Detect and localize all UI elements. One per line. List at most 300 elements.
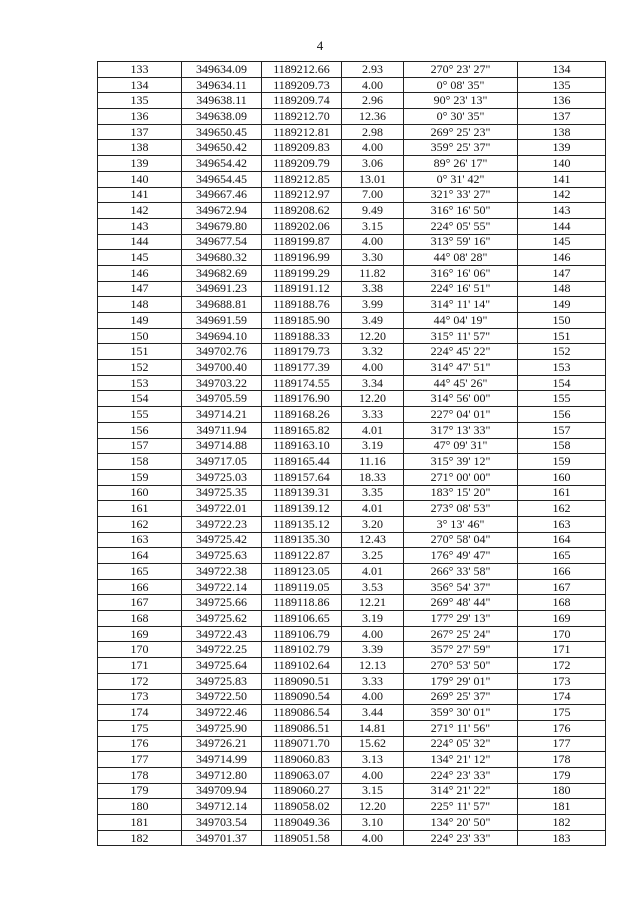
y-coordinate-cell: 1189051.58 xyxy=(262,830,342,846)
y-coordinate-cell: 1189212.85 xyxy=(262,171,342,187)
table-row xyxy=(98,736,606,752)
y-coordinate-cell: 1189090.54 xyxy=(262,689,342,705)
bearing-cell: 270° 58' 04" xyxy=(404,532,518,548)
y-coordinate-cell: 1189049.36 xyxy=(262,815,342,831)
distance-cell: 3.30 xyxy=(342,250,404,266)
next-point-cell: 161 xyxy=(518,485,606,501)
table-row xyxy=(98,673,606,689)
bearing-cell: 177° 29' 13" xyxy=(404,611,518,627)
y-coordinate-cell: 1189185.90 xyxy=(262,313,342,329)
next-point-cell: 150 xyxy=(518,313,606,329)
point-number-cell: 162 xyxy=(98,516,182,532)
table-row xyxy=(98,595,606,611)
x-coordinate-cell: 349650.42 xyxy=(182,140,262,156)
x-coordinate-cell: 349725.42 xyxy=(182,532,262,548)
table-row xyxy=(98,109,606,125)
next-point-cell: 158 xyxy=(518,438,606,454)
distance-cell: 3.32 xyxy=(342,344,404,360)
point-number-cell: 135 xyxy=(98,93,182,109)
bearing-cell: 224° 23' 33" xyxy=(404,767,518,783)
bearing-cell: 224° 23' 33" xyxy=(404,830,518,846)
y-coordinate-cell: 1189174.55 xyxy=(262,375,342,391)
x-coordinate-cell: 349688.81 xyxy=(182,297,262,313)
y-coordinate-cell: 1189086.54 xyxy=(262,705,342,721)
x-coordinate-cell: 349711.94 xyxy=(182,422,262,438)
next-point-cell: 162 xyxy=(518,501,606,517)
x-coordinate-cell: 349722.01 xyxy=(182,501,262,517)
y-coordinate-cell: 1189165.82 xyxy=(262,422,342,438)
bearing-cell: 359° 30' 01" xyxy=(404,705,518,721)
point-number-cell: 178 xyxy=(98,767,182,783)
bearing-cell: 0° 30' 35" xyxy=(404,109,518,125)
bearing-cell: 269° 25' 37" xyxy=(404,689,518,705)
point-number-cell: 153 xyxy=(98,375,182,391)
table-row xyxy=(98,501,606,517)
point-number-cell: 144 xyxy=(98,234,182,250)
point-number-cell: 172 xyxy=(98,673,182,689)
distance-cell: 4.00 xyxy=(342,77,404,93)
y-coordinate-cell: 1189212.81 xyxy=(262,124,342,140)
table-row xyxy=(98,611,606,627)
bearing-cell: 314° 47' 51" xyxy=(404,360,518,376)
bearing-cell: 314° 56' 00" xyxy=(404,391,518,407)
distance-cell: 3.06 xyxy=(342,156,404,172)
table-row xyxy=(98,799,606,815)
table-row xyxy=(98,407,606,423)
point-number-cell: 138 xyxy=(98,140,182,156)
next-point-cell: 151 xyxy=(518,328,606,344)
distance-cell: 3.19 xyxy=(342,611,404,627)
table-row xyxy=(98,485,606,501)
table-row xyxy=(98,689,606,705)
table-row xyxy=(98,658,606,674)
distance-cell: 3.33 xyxy=(342,407,404,423)
x-coordinate-cell: 349725.62 xyxy=(182,611,262,627)
point-number-cell: 150 xyxy=(98,328,182,344)
y-coordinate-cell: 1189202.06 xyxy=(262,218,342,234)
table-row xyxy=(98,62,606,78)
next-point-cell: 149 xyxy=(518,297,606,313)
table-row xyxy=(98,548,606,564)
distance-cell: 3.38 xyxy=(342,281,404,297)
next-point-cell: 139 xyxy=(518,140,606,156)
x-coordinate-cell: 349634.11 xyxy=(182,77,262,93)
x-coordinate-cell: 349725.66 xyxy=(182,595,262,611)
y-coordinate-cell: 1189212.70 xyxy=(262,109,342,125)
table-row xyxy=(98,516,606,532)
next-point-cell: 142 xyxy=(518,187,606,203)
next-point-cell: 168 xyxy=(518,595,606,611)
x-coordinate-cell: 349634.09 xyxy=(182,62,262,78)
table-row xyxy=(98,313,606,329)
distance-cell: 3.44 xyxy=(342,705,404,721)
next-point-cell: 135 xyxy=(518,77,606,93)
x-coordinate-cell: 349709.94 xyxy=(182,783,262,799)
point-number-cell: 169 xyxy=(98,626,182,642)
point-number-cell: 142 xyxy=(98,203,182,219)
table-row xyxy=(98,218,606,234)
next-point-cell: 156 xyxy=(518,407,606,423)
distance-cell: 11.16 xyxy=(342,454,404,470)
next-point-cell: 157 xyxy=(518,422,606,438)
next-point-cell: 163 xyxy=(518,516,606,532)
next-point-cell: 160 xyxy=(518,469,606,485)
next-point-cell: 174 xyxy=(518,689,606,705)
distance-cell: 3.35 xyxy=(342,485,404,501)
bearing-cell: 270° 53' 50" xyxy=(404,658,518,674)
distance-cell: 4.00 xyxy=(342,830,404,846)
distance-cell: 4.00 xyxy=(342,140,404,156)
bearing-cell: 0° 08' 35" xyxy=(404,77,518,93)
x-coordinate-cell: 349714.21 xyxy=(182,407,262,423)
distance-cell: 4.00 xyxy=(342,234,404,250)
bearing-cell: 271° 00' 00" xyxy=(404,469,518,485)
next-point-cell: 137 xyxy=(518,109,606,125)
distance-cell: 4.00 xyxy=(342,626,404,642)
bearing-cell: 224° 16' 51" xyxy=(404,281,518,297)
distance-cell: 3.15 xyxy=(342,218,404,234)
distance-cell: 12.20 xyxy=(342,391,404,407)
bearing-cell: 313° 59' 16" xyxy=(404,234,518,250)
y-coordinate-cell: 1189196.99 xyxy=(262,250,342,266)
point-number-cell: 134 xyxy=(98,77,182,93)
next-point-cell: 179 xyxy=(518,767,606,783)
next-point-cell: 175 xyxy=(518,705,606,721)
next-point-cell: 147 xyxy=(518,265,606,281)
bearing-cell: 227° 04' 01" xyxy=(404,407,518,423)
distance-cell: 3.10 xyxy=(342,815,404,831)
bearing-cell: 357° 27' 59" xyxy=(404,642,518,658)
point-number-cell: 171 xyxy=(98,658,182,674)
point-number-cell: 136 xyxy=(98,109,182,125)
x-coordinate-cell: 349638.11 xyxy=(182,93,262,109)
next-point-cell: 172 xyxy=(518,658,606,674)
point-number-cell: 133 xyxy=(98,62,182,78)
y-coordinate-cell: 1189165.44 xyxy=(262,454,342,470)
distance-cell: 3.99 xyxy=(342,297,404,313)
x-coordinate-cell: 349722.25 xyxy=(182,642,262,658)
table-row xyxy=(98,77,606,93)
next-point-cell: 148 xyxy=(518,281,606,297)
next-point-cell: 140 xyxy=(518,156,606,172)
x-coordinate-cell: 349682.69 xyxy=(182,265,262,281)
distance-cell: 11.82 xyxy=(342,265,404,281)
y-coordinate-cell: 1189119.05 xyxy=(262,579,342,595)
next-point-cell: 166 xyxy=(518,564,606,580)
next-point-cell: 178 xyxy=(518,752,606,768)
y-coordinate-cell: 1189086.51 xyxy=(262,720,342,736)
next-point-cell: 145 xyxy=(518,234,606,250)
bearing-cell: 271° 11' 56" xyxy=(404,720,518,736)
x-coordinate-cell: 349722.50 xyxy=(182,689,262,705)
y-coordinate-cell: 1189139.12 xyxy=(262,501,342,517)
table-row xyxy=(98,171,606,187)
table-row xyxy=(98,297,606,313)
distance-cell: 3.25 xyxy=(342,548,404,564)
bearing-cell: 44° 08' 28" xyxy=(404,250,518,266)
point-number-cell: 154 xyxy=(98,391,182,407)
distance-cell: 2.93 xyxy=(342,62,404,78)
bearing-cell: 270° 23' 27" xyxy=(404,62,518,78)
x-coordinate-cell: 349722.14 xyxy=(182,579,262,595)
next-point-cell: 144 xyxy=(518,218,606,234)
table-row xyxy=(98,438,606,454)
distance-cell: 3.34 xyxy=(342,375,404,391)
point-number-cell: 148 xyxy=(98,297,182,313)
distance-cell: 3.13 xyxy=(342,752,404,768)
x-coordinate-cell: 349694.10 xyxy=(182,328,262,344)
table-row xyxy=(98,250,606,266)
table-row xyxy=(98,642,606,658)
bearing-cell: 266° 33' 58" xyxy=(404,564,518,580)
next-point-cell: 136 xyxy=(518,93,606,109)
table-row xyxy=(98,93,606,109)
bearing-cell: 267° 25' 24" xyxy=(404,626,518,642)
y-coordinate-cell: 1189063.07 xyxy=(262,767,342,783)
point-number-cell: 159 xyxy=(98,469,182,485)
point-number-cell: 145 xyxy=(98,250,182,266)
distance-cell: 14.81 xyxy=(342,720,404,736)
y-coordinate-cell: 1189191.12 xyxy=(262,281,342,297)
distance-cell: 4.01 xyxy=(342,422,404,438)
y-coordinate-cell: 1189209.74 xyxy=(262,93,342,109)
table-row xyxy=(98,454,606,470)
point-number-cell: 179 xyxy=(98,783,182,799)
x-coordinate-cell: 349672.94 xyxy=(182,203,262,219)
y-coordinate-cell: 1189139.31 xyxy=(262,485,342,501)
distance-cell: 3.33 xyxy=(342,673,404,689)
y-coordinate-cell: 1189209.79 xyxy=(262,156,342,172)
distance-cell: 2.96 xyxy=(342,93,404,109)
distance-cell: 12.13 xyxy=(342,658,404,674)
table-row xyxy=(98,328,606,344)
distance-cell: 12.21 xyxy=(342,595,404,611)
point-number-cell: 147 xyxy=(98,281,182,297)
x-coordinate-cell: 349714.88 xyxy=(182,438,262,454)
table-row xyxy=(98,579,606,595)
next-point-cell: 138 xyxy=(518,124,606,140)
y-coordinate-cell: 1189122.87 xyxy=(262,548,342,564)
x-coordinate-cell: 349703.54 xyxy=(182,815,262,831)
table-row xyxy=(98,720,606,736)
next-point-cell: 176 xyxy=(518,720,606,736)
bearing-cell: 316° 16' 06" xyxy=(404,265,518,281)
x-coordinate-cell: 349705.59 xyxy=(182,391,262,407)
bearing-cell: 314° 21' 22" xyxy=(404,783,518,799)
point-number-cell: 137 xyxy=(98,124,182,140)
bearing-cell: 359° 25' 37" xyxy=(404,140,518,156)
distance-cell: 13.01 xyxy=(342,171,404,187)
point-number-cell: 140 xyxy=(98,171,182,187)
y-coordinate-cell: 1189157.64 xyxy=(262,469,342,485)
distance-cell: 12.20 xyxy=(342,328,404,344)
table-row xyxy=(98,375,606,391)
point-number-cell: 167 xyxy=(98,595,182,611)
distance-cell: 12.36 xyxy=(342,109,404,125)
next-point-cell: 171 xyxy=(518,642,606,658)
next-point-cell: 159 xyxy=(518,454,606,470)
bearing-cell: 317° 13' 33" xyxy=(404,422,518,438)
y-coordinate-cell: 1189102.79 xyxy=(262,642,342,658)
bearing-cell: 89° 26' 17" xyxy=(404,156,518,172)
x-coordinate-cell: 349654.45 xyxy=(182,171,262,187)
bearing-cell: 183° 15' 20" xyxy=(404,485,518,501)
point-number-cell: 182 xyxy=(98,830,182,846)
x-coordinate-cell: 349725.90 xyxy=(182,720,262,736)
bearing-cell: 44° 04' 19" xyxy=(404,313,518,329)
next-point-cell: 154 xyxy=(518,375,606,391)
point-number-cell: 156 xyxy=(98,422,182,438)
next-point-cell: 181 xyxy=(518,799,606,815)
point-number-cell: 174 xyxy=(98,705,182,721)
bearing-cell: 225° 11' 57" xyxy=(404,799,518,815)
point-number-cell: 146 xyxy=(98,265,182,281)
bearing-cell: 44° 45' 26" xyxy=(404,375,518,391)
point-number-cell: 165 xyxy=(98,564,182,580)
distance-cell: 3.49 xyxy=(342,313,404,329)
x-coordinate-cell: 349725.03 xyxy=(182,469,262,485)
distance-cell: 4.01 xyxy=(342,501,404,517)
y-coordinate-cell: 1189209.73 xyxy=(262,77,342,93)
table-row xyxy=(98,124,606,140)
coordinates-table xyxy=(97,61,606,846)
next-point-cell: 152 xyxy=(518,344,606,360)
x-coordinate-cell: 349702.76 xyxy=(182,344,262,360)
bearing-cell: 47° 09' 31" xyxy=(404,438,518,454)
point-number-cell: 164 xyxy=(98,548,182,564)
table-row xyxy=(98,532,606,548)
table-row xyxy=(98,203,606,219)
y-coordinate-cell: 1189188.33 xyxy=(262,328,342,344)
next-point-cell: 134 xyxy=(518,62,606,78)
bearing-cell: 134° 21' 12" xyxy=(404,752,518,768)
bearing-cell: 3° 13' 46" xyxy=(404,516,518,532)
x-coordinate-cell: 349725.35 xyxy=(182,485,262,501)
bearing-cell: 224° 45' 22" xyxy=(404,344,518,360)
y-coordinate-cell: 1189071.70 xyxy=(262,736,342,752)
table-row xyxy=(98,422,606,438)
point-number-cell: 152 xyxy=(98,360,182,376)
table-row xyxy=(98,626,606,642)
table-row xyxy=(98,752,606,768)
distance-cell: 4.01 xyxy=(342,564,404,580)
point-number-cell: 139 xyxy=(98,156,182,172)
x-coordinate-cell: 349714.99 xyxy=(182,752,262,768)
y-coordinate-cell: 1189212.66 xyxy=(262,62,342,78)
y-coordinate-cell: 1189118.86 xyxy=(262,595,342,611)
table-row xyxy=(98,140,606,156)
bearing-cell: 316° 16' 50" xyxy=(404,203,518,219)
y-coordinate-cell: 1189179.73 xyxy=(262,344,342,360)
coordinates-table-body xyxy=(98,62,606,846)
point-number-cell: 180 xyxy=(98,799,182,815)
point-number-cell: 176 xyxy=(98,736,182,752)
point-number-cell: 151 xyxy=(98,344,182,360)
y-coordinate-cell: 1189188.76 xyxy=(262,297,342,313)
next-point-cell: 165 xyxy=(518,548,606,564)
bearing-cell: 273° 08' 53" xyxy=(404,501,518,517)
next-point-cell: 143 xyxy=(518,203,606,219)
distance-cell: 4.00 xyxy=(342,360,404,376)
bearing-cell: 269° 25' 23" xyxy=(404,124,518,140)
next-point-cell: 177 xyxy=(518,736,606,752)
point-number-cell: 160 xyxy=(98,485,182,501)
table-row xyxy=(98,265,606,281)
distance-cell: 12.43 xyxy=(342,532,404,548)
point-number-cell: 175 xyxy=(98,720,182,736)
point-number-cell: 141 xyxy=(98,187,182,203)
y-coordinate-cell: 1189168.26 xyxy=(262,407,342,423)
point-number-cell: 158 xyxy=(98,454,182,470)
point-number-cell: 166 xyxy=(98,579,182,595)
table-row xyxy=(98,783,606,799)
x-coordinate-cell: 349654.42 xyxy=(182,156,262,172)
page-number: 4 xyxy=(316,38,324,53)
distance-cell: 3.15 xyxy=(342,783,404,799)
x-coordinate-cell: 349725.64 xyxy=(182,658,262,674)
distance-cell: 2.98 xyxy=(342,124,404,140)
point-number-cell: 157 xyxy=(98,438,182,454)
y-coordinate-cell: 1189163.10 xyxy=(262,438,342,454)
point-number-cell: 170 xyxy=(98,642,182,658)
y-coordinate-cell: 1189176.90 xyxy=(262,391,342,407)
bearing-cell: 134° 20' 50" xyxy=(404,815,518,831)
distance-cell: 9.49 xyxy=(342,203,404,219)
y-coordinate-cell: 1189208.62 xyxy=(262,203,342,219)
y-coordinate-cell: 1189058.02 xyxy=(262,799,342,815)
x-coordinate-cell: 349680.32 xyxy=(182,250,262,266)
distance-cell: 3.20 xyxy=(342,516,404,532)
distance-cell: 3.19 xyxy=(342,438,404,454)
next-point-cell: 180 xyxy=(518,783,606,799)
x-coordinate-cell: 349712.14 xyxy=(182,799,262,815)
x-coordinate-cell: 349691.23 xyxy=(182,281,262,297)
next-point-cell: 169 xyxy=(518,611,606,627)
distance-cell: 4.00 xyxy=(342,689,404,705)
y-coordinate-cell: 1189123.05 xyxy=(262,564,342,580)
distance-cell: 7.00 xyxy=(342,187,404,203)
distance-cell: 3.39 xyxy=(342,642,404,658)
y-coordinate-cell: 1189060.83 xyxy=(262,752,342,768)
next-point-cell: 155 xyxy=(518,391,606,407)
point-number-cell: 149 xyxy=(98,313,182,329)
table-row xyxy=(98,767,606,783)
x-coordinate-cell: 349725.83 xyxy=(182,673,262,689)
y-coordinate-cell: 1189135.12 xyxy=(262,516,342,532)
bearing-cell: 179° 29' 01" xyxy=(404,673,518,689)
next-point-cell: 173 xyxy=(518,673,606,689)
table-row xyxy=(98,281,606,297)
next-point-cell: 182 xyxy=(518,815,606,831)
table-row xyxy=(98,187,606,203)
x-coordinate-cell: 349703.22 xyxy=(182,375,262,391)
point-number-cell: 181 xyxy=(98,815,182,831)
bearing-cell: 356° 54' 37" xyxy=(404,579,518,595)
distance-cell: 3.53 xyxy=(342,579,404,595)
y-coordinate-cell: 1189177.39 xyxy=(262,360,342,376)
next-point-cell: 146 xyxy=(518,250,606,266)
bearing-cell: 314° 11' 14" xyxy=(404,297,518,313)
bearing-cell: 224° 05' 55" xyxy=(404,218,518,234)
table-row xyxy=(98,830,606,846)
next-point-cell: 164 xyxy=(518,532,606,548)
x-coordinate-cell: 349700.40 xyxy=(182,360,262,376)
x-coordinate-cell: 349722.38 xyxy=(182,564,262,580)
x-coordinate-cell: 349712.80 xyxy=(182,767,262,783)
y-coordinate-cell: 1189199.87 xyxy=(262,234,342,250)
distance-cell: 15.62 xyxy=(342,736,404,752)
table-row xyxy=(98,360,606,376)
